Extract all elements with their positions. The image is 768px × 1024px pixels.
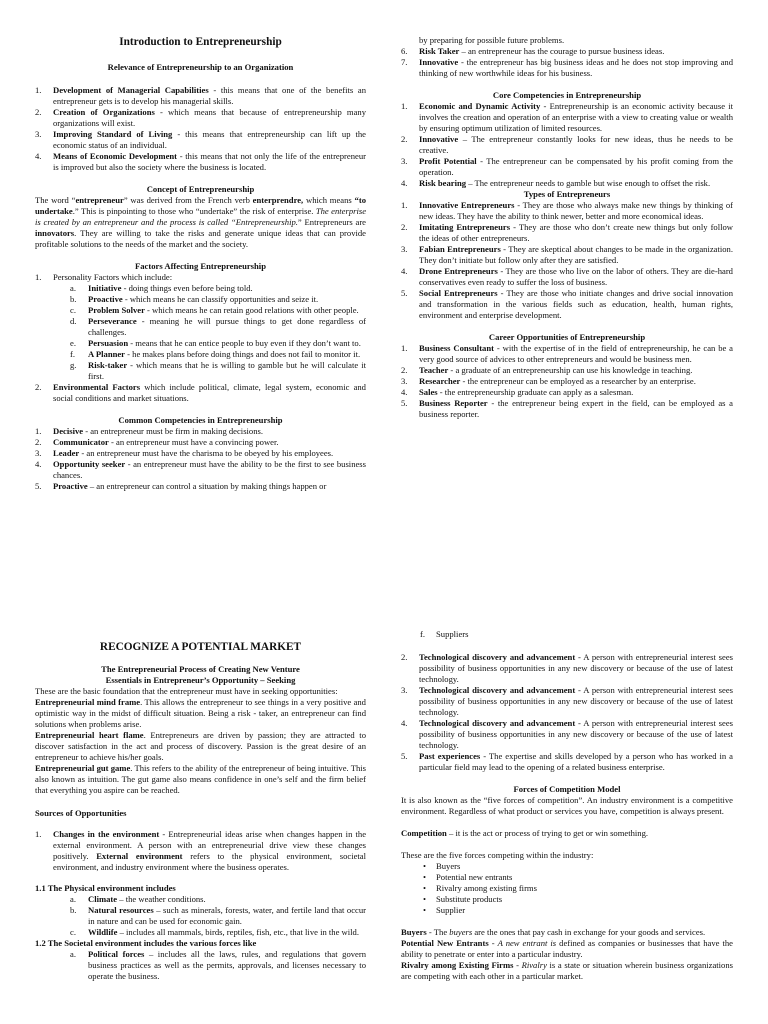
list-term: Changes in the environment (53, 829, 160, 839)
list-term: Technological discovery and advancement (419, 685, 576, 695)
list-term: Means of Economic Development (53, 151, 178, 161)
list-item (35, 426, 366, 437)
societal-env-heading: 1.2 The Societal environment includes the various forces like (35, 938, 257, 948)
list-term: Social Entrepreneurs (419, 288, 498, 298)
opportunity-sources-list (401, 652, 733, 773)
essential-text: . This allows the entrepreneur to see things in a very positive and optimistic way in the midst of difficult situation. Being a risk - taker, an entrepreneur can find solutions when problems arise. (35, 697, 366, 729)
list-text: - Entrepreneurship is an economic activity because it involves the creation and operation of an enterprise with a view to creating value or wealth by ensuring optimum utilization of limited resources. (419, 101, 733, 133)
list-text: - this means that not only the life of the entrepreneur is improved but also the society where the business is located. (53, 151, 366, 172)
source-item (35, 829, 366, 873)
text-run: defined as companies or businesses that have the ability to penetrate or enter into a particular industry. (401, 938, 733, 959)
list-text: - an entrepreneur must have the charisma to be obeyed by his employees. (79, 448, 334, 458)
bullet-item (401, 894, 733, 905)
relevance-list (35, 85, 366, 173)
list-item (35, 448, 366, 459)
text-run: which means (303, 195, 355, 205)
list-term: Risk bearing (419, 178, 467, 188)
list-term: Development of Managerial Capabilities (53, 85, 209, 95)
list-number: 1. (401, 343, 408, 353)
list-item (35, 905, 366, 927)
list-number: 1. (401, 101, 408, 111)
societal-env-list (35, 949, 366, 982)
list-number: 5. (401, 288, 408, 298)
list-text: - this means that entrepreneurship can lift up the economic status of an individual. (53, 129, 366, 150)
essential-paragraph (35, 730, 366, 763)
list-text: - an entrepreneur must be firm in making decisions. (83, 426, 264, 436)
list-text: - which means he can classify opportunities and seize it. (122, 294, 319, 304)
list-text: - They are those who don’t create new things but only follow the ideas of other entrepreneurs. (419, 222, 733, 243)
list-text: - a graduate of an entrepreneurship can use his knowledge in teaching. (448, 365, 693, 375)
list-item (401, 288, 733, 321)
core-competencies-heading: Core Competencies in Entrepreneurship (492, 90, 642, 100)
common-competencies-list (35, 426, 366, 492)
list-item (401, 46, 733, 57)
term-new-entrants: Potential New Entrants (401, 938, 489, 948)
list-text: - the entrepreneur can be employed as a researcher by an enterprise. (460, 376, 696, 386)
bullet-text: Buyers (436, 861, 461, 871)
bullet-text: Substitute products (436, 894, 503, 904)
list-number: b. (70, 905, 77, 915)
list-item (401, 685, 733, 718)
section-title: RECOGNIZE A POTENTIAL MARKET (99, 641, 302, 653)
core-competencies-list (401, 101, 733, 189)
list-item (401, 178, 733, 189)
relevance-heading: Relevance of Entrepreneurship to an Organization (107, 62, 294, 72)
list-number: 3. (35, 129, 42, 139)
factor-item (35, 382, 366, 404)
term-enterprendre: enterprendre, (252, 195, 304, 205)
list-text: – includes all the laws, rules, and regulations that govern business practices as well as the permits, approvals, and licenses necessary to operate the business. (88, 949, 367, 981)
common-competencies-heading: Common Competencies in Entrepreneurship (118, 415, 283, 425)
continuation-text: by preparing for possible future problems. (419, 35, 565, 45)
list-item (35, 283, 366, 294)
sources-heading: Sources of Opportunities (35, 808, 127, 818)
list-text: which include political, climate, legal system, economic and social conditions and market situations. (53, 382, 366, 403)
list-term: Drone Entrepreneurs (419, 266, 498, 276)
list-item (35, 927, 366, 938)
list-term: A Planner (88, 349, 126, 359)
list-term: Fabian Entrepreneurs (419, 244, 501, 254)
concept-heading: Concept of Entrepreneurship (146, 184, 255, 194)
list-term: Technological discovery and advancement (419, 652, 576, 662)
list-term: Communicator (53, 437, 109, 447)
list-term: Innovative Entrepreneurs (419, 200, 515, 210)
list-term: Innovative (419, 134, 459, 144)
top-right-column (401, 35, 733, 420)
list-text: - A person with entrepreneurial interest sees possibility of business opportunities in any new discovery or because of the use of latest technology. (419, 652, 733, 684)
list-number: 2. (401, 222, 408, 232)
list-term: Profit Potential (419, 156, 477, 166)
list-number: 1. (35, 829, 42, 839)
essential-term: Entrepreneurial gut game (35, 763, 131, 773)
list-number: f. (70, 349, 76, 359)
list-term: Perseverance (88, 316, 137, 326)
list-number: 2. (35, 437, 42, 447)
list-number: c. (70, 305, 76, 315)
list-number: f. (420, 629, 426, 639)
text-run: A new entrant is (497, 938, 557, 948)
list-item (401, 343, 733, 365)
list-term: Proactive (53, 481, 88, 491)
list-number: 2. (401, 365, 408, 375)
list-number: 4. (401, 266, 408, 276)
term-buyers: Buyers (401, 927, 427, 937)
list-text: - which means that because of entrepreneurship many organizations will exist. (53, 107, 366, 128)
bottom-right-column (401, 629, 733, 982)
list-text: - The entrepreneur can be compensated by his profit coming from the operation. (419, 156, 733, 177)
list-item (401, 365, 733, 376)
list-text: – includes all mammals, birds, reptiles, fish, etc., that live in the wild. (117, 927, 359, 937)
list-item (401, 101, 733, 134)
entrants-definition (401, 938, 733, 960)
rivalry-definition (401, 960, 733, 982)
term-innovators: innovators (35, 228, 75, 238)
concept-paragraph (35, 195, 366, 250)
types-heading: Types of Entrepreneurs (523, 189, 611, 199)
list-text: - They are skeptical about changes to be made in the organization. They don’t initiate but follow only after they are satisfied. (419, 244, 733, 265)
list-term: External environment (96, 851, 183, 861)
list-text: – an entrepreneur can control a situation by making things happen or (87, 481, 327, 491)
list-item (401, 156, 733, 178)
physical-env-heading: 1.1 The Physical environment includes (35, 883, 176, 893)
list-item (35, 305, 366, 316)
text-run: is a state or situation wherein business organizations are competing with each other in a particular market. (401, 960, 733, 981)
list-term: Decisive (53, 426, 84, 436)
list-term: Proactive (88, 294, 123, 304)
list-item (401, 387, 733, 398)
term-rivalry: Rivalry among Existing Firms (401, 960, 514, 970)
subtitle-essentials: Essentials in Entrepreneur’s Opportunity – Seeking (105, 675, 296, 685)
competency-list-continued (401, 46, 733, 79)
list-term: Risk Taker (419, 46, 460, 56)
text-run: - The (426, 927, 450, 937)
physical-env-list (35, 894, 366, 938)
bullet-text: Supplier (436, 905, 466, 915)
list-number: 7. (401, 57, 408, 67)
list-number: d. (70, 316, 77, 326)
list-term: Technological discovery and advancement (419, 718, 576, 728)
list-text: - with the expertise of in the field of entrepreneurship, he can be a very good source of advices to other entrepreneurs and would be business men. (419, 343, 733, 364)
list-term: Opportunity seeker (53, 459, 126, 469)
list-term: Wildlife (88, 927, 118, 937)
intro-paragraph: These are the basic foundation that the entrepreneur must have in seeking opportunities: (35, 686, 338, 696)
list-term: Persuasion (88, 338, 129, 348)
list-term: Sales (419, 387, 438, 397)
list-term: Researcher (419, 376, 461, 386)
list-number: a. (70, 894, 76, 904)
list-number: 1. (35, 426, 42, 436)
list-text: - They are those who initiate changes and drive social innovation and transformation in the various fields such as education, health, human rights, environment and enterprise development. (419, 288, 733, 320)
list-term: Political forces (88, 949, 145, 959)
list-item (401, 718, 733, 751)
text-run: – it is the act or process of trying to get or win something. (446, 828, 649, 838)
text-run: - (488, 938, 498, 948)
five-forces-list (401, 861, 733, 916)
list-number: 2. (401, 652, 408, 662)
bullet-item (401, 905, 733, 916)
essential-text: . Entrepreneurs are driven by passion; they are attracted to discover satisfaction in the act and process of discovery. Passion is the great desire of an entrepreneur to achieve his/her goals. (35, 730, 366, 762)
list-item (35, 294, 366, 305)
list-text: - the entrepreneur has big business ideas and he does not stop improving and thinking of new worthwhile ideas for his business. (419, 57, 733, 78)
list-item (35, 316, 366, 338)
list-term: Risk-taker (88, 360, 128, 370)
buyers-definition (401, 927, 733, 938)
list-number: 5. (35, 481, 42, 491)
list-text: – The entrepreneur constantly looks for new ideas, thus he needs to be creative. (419, 134, 733, 155)
page-title: Introduction to Entrepreneurship (119, 36, 282, 48)
list-term: Business Reporter (419, 398, 488, 408)
list-text: - which means he can retain good relations with other people. (144, 305, 359, 315)
bullet-icon: • (423, 872, 427, 882)
list-text: - meaning he will pursue things to get done regardless of challenges. (88, 316, 366, 337)
term-entrepreneur: entrepreneur (75, 195, 124, 205)
list-term: Leader (53, 448, 80, 458)
text-run: Rivalry (521, 960, 547, 970)
list-number: 2. (35, 107, 42, 117)
bullet-item (401, 883, 733, 894)
essential-text: . This refers to the ability of the entrepreneur of being intuitive. This also known as intuition. The gut game also means confidence in one’s self and the firm belief that everything you aspire can be reached. (35, 763, 366, 795)
list-text: – such as minerals, forests, water, and fertile land that occur in nature and can be used for economic gain. (88, 905, 367, 926)
list-item (35, 894, 366, 905)
list-item (401, 57, 733, 79)
bullet-icon: • (423, 894, 427, 904)
list-item (401, 652, 733, 685)
suppliers-item (401, 629, 733, 640)
list-term: Innovative (419, 57, 459, 67)
list-item (35, 459, 366, 481)
list-number: 3. (401, 685, 408, 695)
text-run: The word “ (35, 195, 76, 205)
list-item (35, 437, 366, 448)
forces-heading: Forces of Competition Model (513, 784, 621, 794)
five-forces-intro: These are the five forces competing within the industry: (401, 850, 594, 860)
list-text: refers to the physical environment, societal environment, and industry environment where the business operates. (53, 851, 366, 872)
list-text: - he makes plans before doing things and does not fail to monitor it. (125, 349, 361, 359)
list-number: 6. (401, 46, 408, 56)
list-item (401, 134, 733, 156)
list-text: - doing things even before being told. (121, 283, 253, 293)
list-number: 5. (401, 751, 408, 761)
competition-definition (401, 828, 733, 839)
list-item (401, 751, 733, 773)
career-heading: Career Opportunities of Entrepreneurship (488, 332, 646, 342)
list-text: - They are those who live on the labor of others. They are die-hard conservatives even ready to suffer the loss of business. (419, 266, 733, 287)
list-text: - A person with entrepreneurial interest sees possibility of business opportunities in any new discovery or because of the use of latest technology. (419, 685, 733, 717)
list-item (35, 85, 366, 107)
list-number: 3. (401, 156, 408, 166)
list-number: 4. (401, 178, 408, 188)
list-number: b. (70, 294, 77, 304)
list-text: - the entrepreneurship graduate can apply as a salesman. (437, 387, 634, 397)
essential-term: Entrepreneurial mind frame (35, 697, 141, 707)
list-text: Suppliers (436, 629, 469, 639)
list-term: Improving Standard of Living (53, 129, 173, 139)
list-item (35, 349, 366, 360)
essentials-list (35, 697, 366, 796)
list-text: - an entrepreneur must have the ability to be the first to see business chances. (53, 459, 366, 480)
list-number: 2. (401, 134, 408, 144)
list-item (401, 398, 733, 420)
list-term: Climate (88, 894, 118, 904)
list-number: a. (70, 949, 76, 959)
bottom-left-column (35, 640, 366, 982)
list-number: 3. (401, 376, 408, 386)
factor-item (35, 272, 366, 283)
list-text: - means that he can entice people to buy even if they don’t want to. (128, 338, 361, 348)
list-text: – an entrepreneur has the courage to pursue business ideas. (459, 46, 665, 56)
list-text: - They are those who always make new things by thinking of new ideas. They have the ability to think newer, better and more economical ideas. (419, 200, 733, 221)
text-run: - (513, 960, 522, 970)
subtitle-process: The Entrepreneurial Process of Creating New Venture (101, 664, 300, 674)
list-number: 1. (401, 200, 408, 210)
essential-term: Entrepreneurial heart flame (35, 730, 144, 740)
list-text: - which means that he is willing to gamble but he will calculate it first. (88, 360, 366, 381)
list-number: 2. (35, 382, 42, 392)
list-item (35, 949, 366, 982)
list-item (35, 129, 366, 151)
text-run: ” was derived from the French verb (123, 195, 253, 205)
list-item (35, 481, 366, 492)
bullet-icon: • (423, 905, 427, 915)
list-number: a. (70, 283, 76, 293)
essential-paragraph (35, 697, 366, 730)
list-text: – the weather conditions. (117, 894, 206, 904)
list-text: - A person with entrepreneurial interest sees possibility of business opportunities in any new discovery or because of the use of latest technology. (419, 718, 733, 750)
list-text: Personality Factors which include: (53, 272, 173, 282)
list-item (35, 107, 366, 129)
forces-intro: It is also known as the “five forces of competition”. An industry environment is a competitive environment. Regardless of what product or services you have, competition is always present. (401, 795, 733, 816)
text-run: . They are willing to take the risks and generate unique ideas that can provide profitable solutions to the needs of the market and the society. (35, 228, 366, 249)
list-term: Teacher (419, 365, 449, 375)
list-term: Business Consultant (419, 343, 494, 353)
list-number: 3. (401, 244, 408, 254)
list-item (35, 151, 366, 173)
list-number: 5. (401, 398, 408, 408)
factor-sub-list (35, 283, 366, 382)
list-text: - this means that one of the benefits an entrepreneur gets is to develop his managerial skills. (53, 85, 366, 106)
list-text: - an entrepreneur must have a convincing power. (108, 437, 279, 447)
bullet-item (401, 861, 733, 872)
list-text: - The expertise and skills developed by a person who has worked in a particular field may lead to the opening of a related business enterprise. (419, 751, 734, 772)
list-term: Natural resources (88, 905, 154, 915)
list-item (401, 200, 733, 222)
bullet-icon: • (423, 861, 427, 871)
list-number: g. (70, 360, 77, 370)
list-item (401, 244, 733, 266)
list-number: 4. (35, 459, 42, 469)
term-to-undertake: “to undertake (35, 195, 367, 216)
list-text: - the entrepreneur being expert in the field, can be employed as a business reporter. (419, 398, 733, 419)
career-list (401, 343, 733, 420)
essential-paragraph (35, 763, 366, 796)
text-run: buyers (449, 927, 473, 937)
list-text: – The entrepreneur needs to gamble but wise enough to offset the risk. (466, 178, 711, 188)
bullet-text: Potential new entrants (436, 872, 513, 882)
term-competition: Competition (401, 828, 447, 838)
list-number: 1. (35, 272, 42, 282)
bullet-text: Rivalry among existing firms (436, 883, 537, 893)
list-number: c. (70, 927, 76, 937)
list-text: - Entrepreneurial ideas arise when changes happen in the external environment. A person with an entrepreneurial drive view these changes positively. (53, 829, 367, 861)
list-item (401, 222, 733, 244)
list-number: e. (70, 338, 76, 348)
text-run: are the ones that pay cash in exchange for your goods and services. (472, 927, 706, 937)
list-term: Problem Solver (88, 305, 145, 315)
list-number: 4. (35, 151, 42, 161)
list-number: 4. (401, 718, 408, 728)
text-run: ” Entrepreneurs are (297, 217, 366, 227)
list-item (401, 376, 733, 387)
list-term: Economic and Dynamic Activity (419, 101, 541, 111)
factors-heading: Factors Affecting Entrepreneurship (135, 261, 266, 271)
list-term: Initiative (88, 283, 122, 293)
concept-definition: The enterprise is created by an entrepreneur and the process is called “Entrepreneurship. (35, 206, 367, 227)
list-item (35, 338, 366, 349)
types-list (401, 200, 733, 321)
text-run: .” This is pinpointing to those who “undertake” the risk of enterprise. (72, 206, 316, 216)
list-number: 3. (35, 448, 42, 458)
list-term: Past experiences (419, 751, 481, 761)
bullet-icon: • (423, 883, 427, 893)
bullet-item (401, 872, 733, 883)
list-term: Environmental Factors (53, 382, 141, 392)
list-term: Imitating Entrepreneurs (419, 222, 511, 232)
top-left-column (35, 35, 366, 492)
list-item (35, 360, 366, 382)
list-term: Creation of Organizations (53, 107, 155, 117)
list-number: 4. (401, 387, 408, 397)
list-item (401, 266, 733, 288)
list-number: 1. (35, 85, 42, 95)
